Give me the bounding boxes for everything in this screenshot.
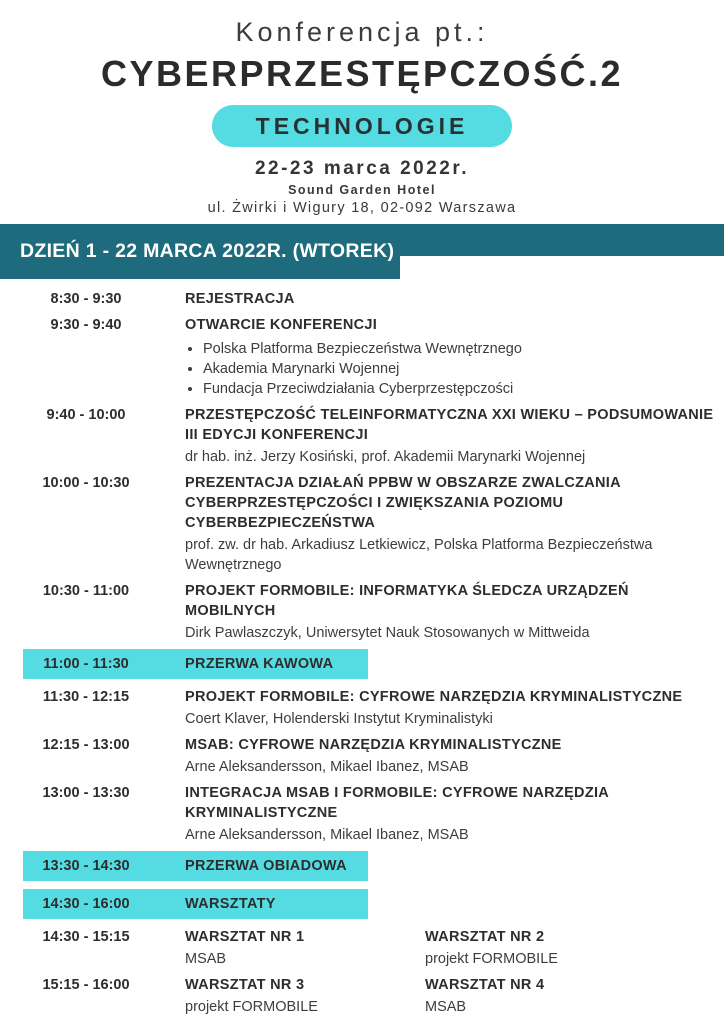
workshop-title: WARSZTAT NR 2 [425,929,545,945]
conference-pretitle: Konferencja pt.: [235,17,489,47]
session-title: MSAB: CYFROWE NARZĘDZIA KRYMINALISTYCZNE [185,737,562,753]
workshop-title: WARSZTAT NR 1 [185,929,305,945]
schedule-row-rejestracja [0,289,724,309]
technology-badge: TECHNOLOGIE [212,105,513,147]
session-time: 9:30 - 9:40 [50,317,122,333]
schedule-row-formobile-sledcza [0,581,724,643]
conference-date: 22-23 marca 2022r. [254,158,470,179]
session-time: 10:30 - 11:00 [42,583,130,599]
schedule-list [0,279,724,1017]
workshop-provider: MSAB [425,999,467,1015]
schedule-row-formobile-cyfrowe [0,687,724,729]
session-time: 9:40 - 10:00 [46,407,126,423]
session-time: 10:00 - 10:30 [42,475,130,491]
schedule-row-przerwa-obiadowa [0,851,724,881]
conference-title: CYBERPRZESTĘPCZOŚĆ.2 [100,53,624,94]
workshop-row-2 [0,975,724,1017]
session-time: 8:30 - 9:30 [50,291,122,307]
session-title: PRZERWA KAWOWA [185,656,334,672]
session-title: PREZENTACJA DZIAŁAŃ PPBW W OBSZARZE ZWALCZANIA CYBERPRZESTĘPCZOŚCI I ZWIĘKSZANIA POZIOMU CYBERBEZPIECZEŃSTWA [185,475,621,531]
session-time: 14:30 - 15:15 [42,929,130,945]
poster-header [0,0,724,216]
session-title: PRZERWA OBIADOWA [185,858,347,874]
day-banner [0,224,724,279]
session-title: PRZESTĘPCZOŚĆ TELEINFORMATYCZNA XXI WIEKU – PODSUMOWANIE III EDYCJI KONFERENCJI [185,407,714,443]
organizer-item: • Akademia Marynarki Wojennej [203,359,720,379]
session-speaker: Arne Aleksandersson, Mikael Ibanez, MSAB [185,827,469,843]
schedule-row-przestepczosc [0,405,724,467]
workshop-title: WARSZTAT NR 3 [185,977,305,993]
schedule-row-prezentacja-ppbw [0,473,724,575]
schedule-row-otwarcie [0,315,724,399]
session-time: 12:15 - 13:00 [42,737,130,753]
day-banner-label: DZIEŃ 1 - 22 MARCA 2022R. (WTOREK) [20,240,395,262]
session-speaker: dr hab. inż. Jerzy Kosiński, prof. Akademii Marynarki Wojennej [185,449,586,465]
session-time: 13:30 - 14:30 [42,858,130,874]
session-time: 14:30 - 16:00 [42,896,130,912]
workshop-row-1 [0,927,724,969]
venue-name: Sound Garden Hotel [288,183,436,197]
session-speaker: Dirk Pawlaszczyk, Uniwersytet Nauk Stosowanych w Mittweida [185,625,590,641]
workshop-title: WARSZTAT NR 4 [425,977,545,993]
schedule-row-przerwa-kawowa [0,649,724,679]
session-title: OTWARCIE KONFERENCJI [185,317,378,333]
session-time: 13:00 - 13:30 [42,785,130,801]
session-title: WARSZTATY [185,896,276,912]
day-banner-tab [0,224,400,279]
schedule-row-msab-cyfrowe [0,735,724,777]
session-title: INTEGRACJA MSAB I FORMOBILE: CYFROWE NARZĘDZIA KRYMINALISTYCZNE [185,785,609,821]
workshop-provider: MSAB [185,951,227,967]
schedule-row-integracja [0,783,724,845]
session-title: PROJEKT FORMOBILE: INFORMATYKA ŚLEDCZA URZĄDZEŃ MOBILNYCH [185,583,629,619]
workshop-provider: projekt FORMOBILE [185,999,318,1015]
organizer-list [185,339,720,399]
organizer-item: • Polska Platforma Bezpieczeństwa Wewnętrznego [203,339,720,359]
organizer-item: • Fundacja Przeciwdziałania Cyberprzestępczości [203,379,720,399]
workshop-provider: projekt FORMOBILE [425,951,558,967]
session-speaker: Coert Klaver, Holenderski Instytut Kryminalistyki [185,711,493,727]
session-title: REJESTRACJA [185,291,295,307]
session-time: 11:30 - 12:15 [42,689,130,705]
session-time: 15:15 - 16:00 [42,977,130,993]
session-title: PROJEKT FORMOBILE: CYFROWE NARZĘDZIA KRYMINALISTYCZNE [185,689,683,705]
session-speaker: prof. zw. dr hab. Arkadiusz Letkiewicz, Polska Platforma Bezpieczeństwa Wewnętrznego [185,537,653,573]
schedule-row-warsztaty [0,889,724,919]
venue-address: ul. Żwirki i Wigury 18, 02-092 Warszawa [207,200,517,216]
session-time: 11:00 - 11:30 [43,656,129,672]
session-speaker: Arne Aleksandersson, Mikael Ibanez, MSAB [185,759,469,775]
